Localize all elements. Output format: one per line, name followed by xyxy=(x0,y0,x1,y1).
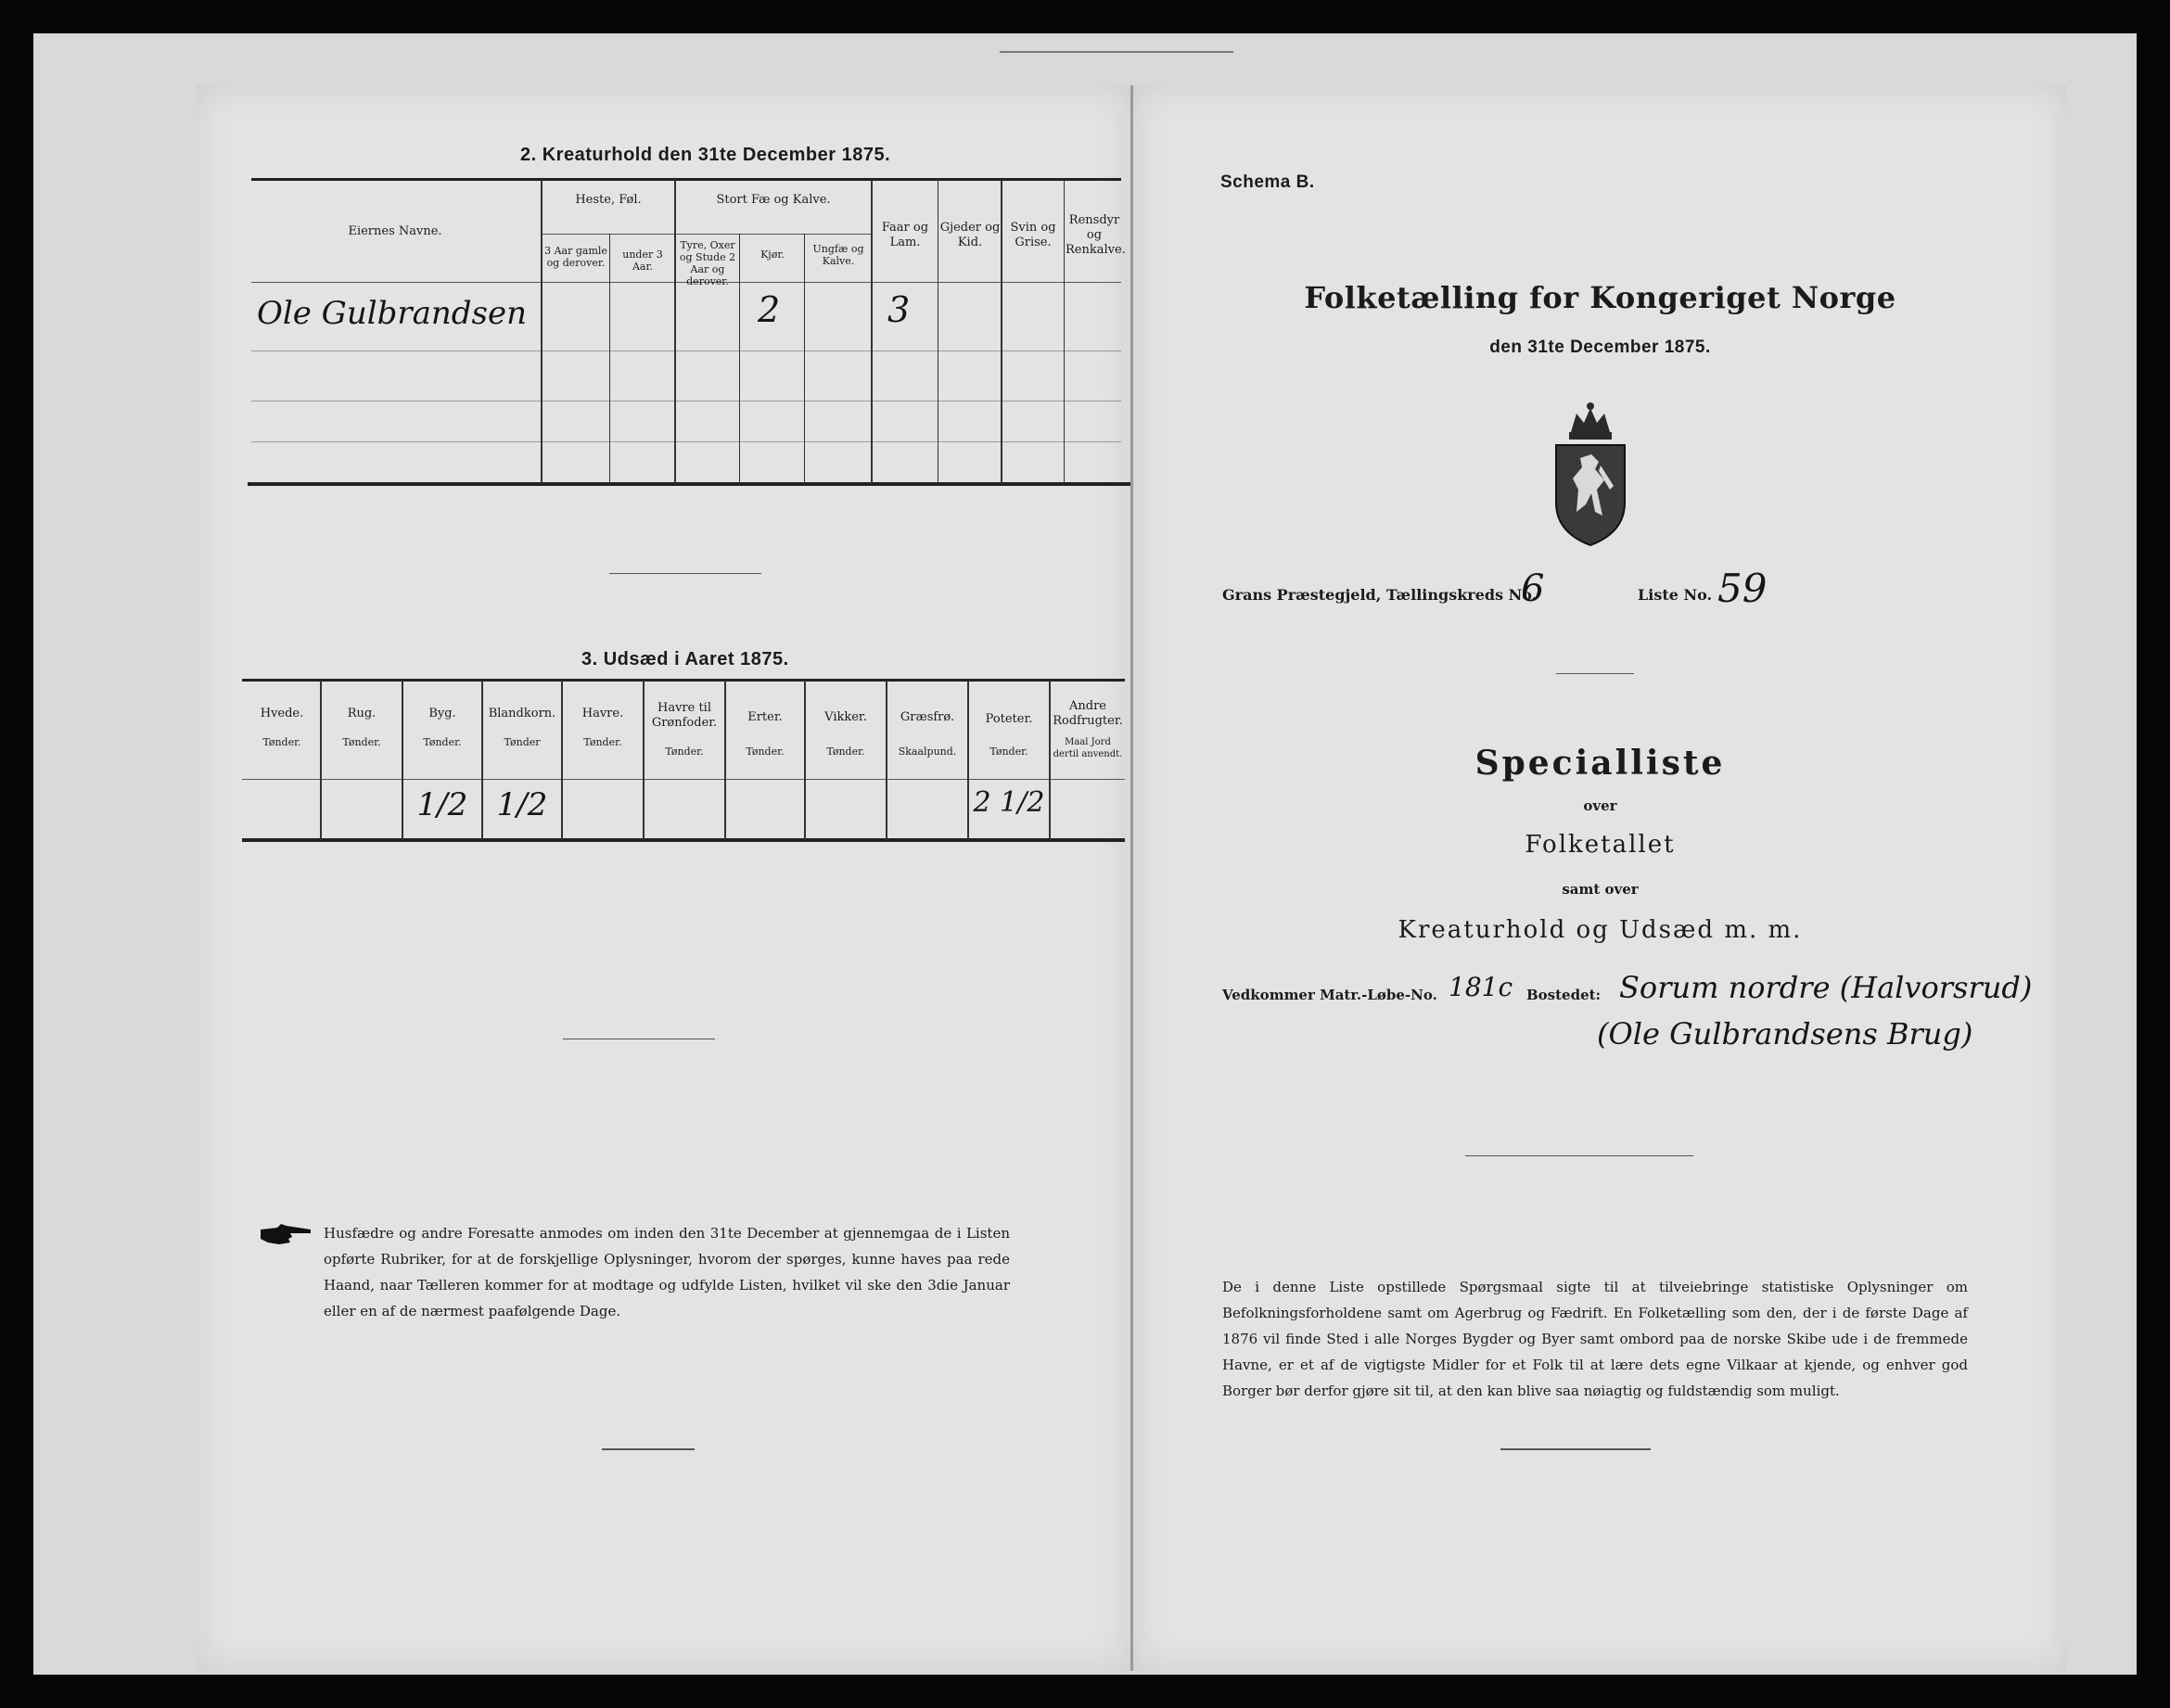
table2-bottom-rule xyxy=(248,482,1130,486)
pointing-hand-icon xyxy=(259,1222,313,1246)
goats-header: Gjeder og Kid. xyxy=(939,221,1001,249)
crop-value-byg: 1/2 xyxy=(416,786,468,823)
table2-vline xyxy=(609,234,610,484)
crop-header-rodfrugter: Andre Rodfrugter. xyxy=(1053,699,1123,728)
table2-vline xyxy=(541,180,542,484)
horses-header: Heste, Føl. xyxy=(575,193,642,207)
footnote-text: Husfædre og andre Foresatte anmodes om inden den 31te December at gjennemgaa de i Listen opførte Rubriker, for at de forskjellige Oplysninger, hvorom der spørges, kunne haves paa rede Haand, naar Tælleren kommer for at modtage og udfylde Listen, hvilket vil ske den 3die Januar eller en af de nærmest paafølgende Dage. xyxy=(324,1225,1010,1319)
cows-cell: 2 xyxy=(758,289,781,330)
crop-header-hvede: Hvede. xyxy=(260,707,304,720)
matr-number: 181c xyxy=(1449,972,1513,1002)
crop-unit-poteter: Tønder. xyxy=(989,746,1028,758)
separator xyxy=(1465,1155,1693,1156)
crop-unit-rug: Tønder. xyxy=(342,736,381,748)
kreaturhold-label: Kreaturhold og Udsæd m. m. xyxy=(1398,916,1803,944)
cattle-subline xyxy=(674,234,873,235)
table3-vline xyxy=(320,681,322,840)
table3-vline xyxy=(724,681,726,840)
left-page xyxy=(196,85,1130,1671)
crop-unit-blandkorn: Tønder xyxy=(504,736,541,748)
crop-unit-hvede: Tønder. xyxy=(262,736,301,748)
crop-unit-vikker: Tønder. xyxy=(826,746,865,758)
owner-name-cell: Ole Gulbrandsen xyxy=(257,295,528,332)
section2-heading: 2. Kreaturhold den 31te December 1875. xyxy=(520,145,891,165)
crop-unit-rodfrugter: Maal Jord dertil anvendt. xyxy=(1053,737,1123,759)
cattle-header: Stort Fæ og Kalve. xyxy=(716,193,831,207)
table2-row-line xyxy=(251,401,1121,402)
table3-top-rule xyxy=(242,679,1125,682)
crop-header-vikker: Vikker. xyxy=(824,710,867,724)
table2-vline xyxy=(804,234,805,484)
crop-unit-erter: Tønder. xyxy=(746,746,785,758)
schema-label: Schema B. xyxy=(1220,172,1315,192)
cattle-bulls-header: Tyre, Oxer og Stude 2 Aar og derover. xyxy=(679,239,736,287)
crop-value-blandkorn: 1/2 xyxy=(496,786,548,823)
separator xyxy=(1500,1448,1651,1450)
table3-bottom-rule xyxy=(242,838,1125,842)
crop-header-havre: Havre. xyxy=(581,707,624,720)
reindeer-header: Rensdyr og Renkalve. xyxy=(1066,213,1126,257)
separator xyxy=(602,1448,695,1450)
explanatory-note: De i denne Liste opstillede Spørgsmaal sigte til at tilveiebringe statistiske Oplysninger om Befolkningsforholdene samt om Agerbrug og Fædrift. En Folketælling som den, der i de første Dage af 1876 vil finde Sted i alle Norges Bygder og Byer samt ombord paa de norske Skibe ude i de fremmede Havne, er et af de vigtigste Midler for et Folk til at lære dets egne Vilkaar at kjende, og enhver god Borger bør derfor gjøre sit til, at den kan blive saa nøiagtig og fuldstændig som muligt. xyxy=(1222,1279,1968,1399)
cattle-young-header: Ungfæ og Kalve. xyxy=(812,243,864,267)
separator xyxy=(609,573,761,574)
owner-header: Eiernes Navne. xyxy=(348,224,442,238)
table3-row-line xyxy=(242,779,1125,780)
table2-vline xyxy=(739,234,740,484)
crop-header-graesfro: Græsfrø. xyxy=(900,710,955,724)
crop-header-gronfoder: Havre til Grønfoder. xyxy=(651,701,718,730)
crop-header-byg: Byg. xyxy=(428,707,456,720)
table3-vline xyxy=(886,681,887,840)
horses-old-header: 3 Aar gamle og derover. xyxy=(544,245,607,269)
specialliste-title: Specialliste xyxy=(1474,744,1726,783)
crop-header-blandkorn: Blandkorn. xyxy=(488,707,556,720)
norway-coat-of-arms-icon xyxy=(1549,401,1632,549)
bosted-label: Bostedet: xyxy=(1526,987,1602,1003)
bosted-line-2: (Ole Gulbrandsens Brug) xyxy=(1597,1016,1973,1052)
samt-over-label: samt over xyxy=(1562,881,1639,898)
crop-header-rug: Rug. xyxy=(347,707,377,720)
crop-header-erter: Erter. xyxy=(747,710,783,724)
crop-unit-graesfro: Skaalpund. xyxy=(898,746,957,758)
table2-top-rule xyxy=(251,178,1121,181)
horses-young-header: under 3 Aar. xyxy=(622,249,663,273)
bosted-line-1: Sorum nordre (Halvorsrud) xyxy=(1619,970,2033,1005)
separator xyxy=(1556,673,1634,674)
document-title: Folketælling for Kongeriget Norge xyxy=(1304,280,1896,315)
over-label: over xyxy=(1583,797,1617,814)
district-number: 6 xyxy=(1521,567,1545,610)
scan-mark xyxy=(1000,51,1233,53)
matr-label: Vedkommer Matr.-Løbe-No. xyxy=(1222,987,1437,1003)
parish-label: Grans Præstegjeld, Tællingskreds No. xyxy=(1222,586,1538,604)
crop-header-poteter: Poteter. xyxy=(985,712,1033,726)
cattle-cows-header: Kjør. xyxy=(760,249,785,261)
table2-vline xyxy=(1064,180,1065,484)
table2-row-line xyxy=(251,441,1121,442)
crop-unit-havre: Tønder. xyxy=(583,736,622,748)
section3-heading: 3. Udsæd i Aaret 1875. xyxy=(581,649,789,669)
right-page xyxy=(1133,85,2067,1671)
sheep-cell: 3 xyxy=(887,289,911,330)
sheep-header: Faar og Lam. xyxy=(881,221,929,249)
crop-unit-gronfoder: Tønder. xyxy=(665,746,704,758)
crop-value-poteter: 2 1/2 xyxy=(973,786,1045,819)
table3-vline xyxy=(804,681,806,840)
folketallet-label: Folketallet xyxy=(1525,831,1676,859)
document-date: den 31te December 1875. xyxy=(1489,338,1711,357)
list-label: Liste No. xyxy=(1638,586,1713,604)
list-number: 59 xyxy=(1717,566,1768,611)
table2-vline xyxy=(674,180,676,484)
horses-subline xyxy=(542,234,678,235)
crop-unit-byg: Tønder. xyxy=(423,736,462,748)
pigs-header: Svin og Grise. xyxy=(1010,221,1056,249)
table3-vline xyxy=(561,681,563,840)
